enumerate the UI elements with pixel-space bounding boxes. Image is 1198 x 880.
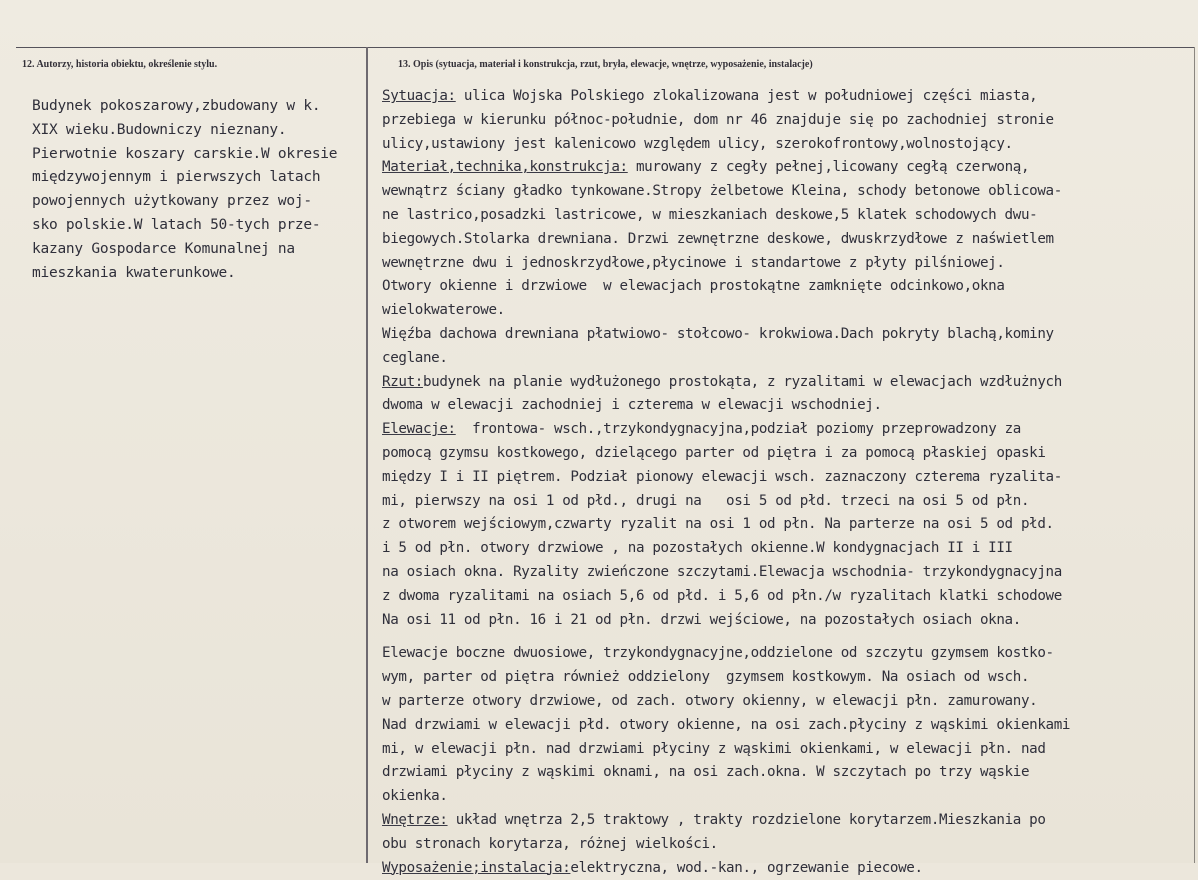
history-line: Pierwotnie koszary carskie.W okresie bbox=[32, 143, 362, 167]
boczne-line: wym, parter od piętra również oddzielony gzymsem kostkowym. Na osiach od wsch. bbox=[382, 666, 1194, 690]
boczne-line: w parterze otwory drzwiowe, od zach. otwory okienny, w elewacji płn. zamurowany. bbox=[382, 690, 1194, 714]
history-line: XIX wieku.Budowniczy nieznany. bbox=[32, 119, 362, 143]
history-line: międzywojennym i pierwszych latach bbox=[32, 166, 362, 190]
wnetrze-section bbox=[382, 809, 1194, 833]
boczne-line: drzwiami płyciny z wąskimi oknami, na osi zach.okna. W szczytach po trzy wąskie bbox=[382, 761, 1194, 785]
history-line: powojennych użytkowany przez woj- bbox=[32, 190, 362, 214]
material-line: biegowych.Stolarka drewniana. Drzwi zewnętrzne deskowe, dwuskrzydłowe z naświetlem bbox=[382, 228, 1194, 252]
rzut-line: dwoma w elewacji zachodniej i czterema w elewacji wschodniej. bbox=[382, 394, 1194, 418]
elewacje-line: z otworem wejściowym,czwarty ryzalit na osi 1 od płn. Na parterze na osi 5 od płd. bbox=[382, 513, 1194, 537]
boczne-line: okienka. bbox=[382, 785, 1194, 809]
wnetrze-line: obu stronach korytarza, różnej wielkości. bbox=[382, 833, 1194, 857]
history-line: Budynek pokoszarowy,zbudowany w k. bbox=[32, 95, 362, 119]
material-line: ne lastrico,posadzki lastricowe, w mieszkaniach deskowe,5 klatek schodowych dwu- bbox=[382, 204, 1194, 228]
rzut-text: budynek na planie wydłużonego prostokąta, z ryzalitami w elewacjach wzdłużnych bbox=[423, 374, 1062, 390]
material-line: wewnątrz ściany gładko tynkowane.Stropy żelbetowe Kleina, schody betonowe oblicowa- bbox=[382, 180, 1194, 204]
boczne-line: mi, w elewacji płn. nad drzwiami płyciny z wąskimi okienkami, w elewacji płn. nad bbox=[382, 738, 1194, 762]
elewacje-line: na osiach okna. Ryzality zwieńczone szczytami.Elewacja wschodnia- trzykondygnacyjna bbox=[382, 561, 1194, 585]
material-line: Więźba dachowa drewniana płatwiowo- stołcowo- krokwiowa.Dach pokryty blachą,kominy bbox=[382, 323, 1194, 347]
elewacje-section bbox=[382, 418, 1194, 442]
sytuacja-line: ulicy,ustawiony jest kalenicowo względem ulicy, szerokofrontowy,wolnostojący. bbox=[382, 133, 1194, 157]
material-label: Materiał,technika,konstrukcja: bbox=[382, 159, 628, 175]
material-line: Otwory okienne i drzwiowe w elewacjach prostokątne zamknięte odcinkowo,okna bbox=[382, 275, 1194, 299]
header-description: 13. Opis (sytuacja, materiał i konstrukcja, rzut, bryła, elewacje, wnętrze, wyposażenie, instalacje) bbox=[398, 59, 813, 70]
sytuacja-label: Sytuacja: bbox=[382, 88, 456, 104]
right-border-line bbox=[1194, 47, 1195, 863]
top-border-line bbox=[16, 47, 1194, 48]
elewacje-line: i 5 od płn. otwory drzwiowe , na pozostałych okienne.W kondygnacjach II i III bbox=[382, 537, 1194, 561]
wyposazenie-label: Wyposażenie;instalacja: bbox=[382, 860, 570, 876]
material-line: ceglane. bbox=[382, 347, 1194, 371]
description-column bbox=[382, 85, 1194, 880]
history-line: kazany Gospodarce Komunalnej na bbox=[32, 238, 362, 262]
history-column bbox=[32, 95, 362, 285]
material-section bbox=[382, 156, 1194, 180]
boczne-line: Elewacje boczne dwuosiowe, trzykondygnacyjne,oddzielone od szczytu gzymsem kostko- bbox=[382, 642, 1194, 666]
sytuacja-text: ulica Wojska Polskiego zlokalizowana jest w południowej części miasta, bbox=[456, 88, 1038, 104]
wnetrze-text: układ wnętrza 2,5 traktowy , trakty rozdzielone korytarzem.Mieszkania po bbox=[448, 812, 1046, 828]
rzut-section bbox=[382, 371, 1194, 395]
elewacje-line: pomocą gzymsu kostkowego, dzielącego parter od piętra i za pomocą płaskiej opaski bbox=[382, 442, 1194, 466]
elewacje-text: frontowa- wsch.,trzykondygnacyjna,podział poziomy przeprowadzony za bbox=[456, 421, 1021, 437]
material-line: wielokwaterowe. bbox=[382, 299, 1194, 323]
elewacje-line: mi, pierwszy na osi 1 od płd., drugi na osi 5 od płd. trzeci na osi 5 od płn. bbox=[382, 490, 1194, 514]
elewacje-line: Na osi 11 od płn. 16 i 21 od płn. drzwi wejściowe, na pozostałych osiach okna. bbox=[382, 609, 1194, 633]
boczne-line: Nad drzwiami w elewacji płd. otwory okienne, na osi zach.płyciny z wąskimi okienkami bbox=[382, 714, 1194, 738]
paragraph-gap bbox=[382, 632, 1194, 642]
history-line: sko polskie.W latach 50-tych prze- bbox=[32, 214, 362, 238]
history-line: mieszkania kwaterunkowe. bbox=[32, 262, 362, 286]
elewacje-label: Elewacje: bbox=[382, 421, 456, 437]
material-text: murowany z cegły pełnej,licowany cegłą czerwoną, bbox=[628, 159, 1029, 175]
wnetrze-label: Wnętrze: bbox=[382, 812, 448, 828]
header-authors-history-style: 12. Autorzy, historia obiektu, określenie stylu. bbox=[22, 59, 217, 70]
wyposazenie-text: elektryczna, wod.-kan., ogrzewanie piecowe. bbox=[570, 860, 922, 876]
material-line: wewnętrzne dwu i jednoskrzydłowe,płycinowe i standartowe z płyty pilśniowej. bbox=[382, 252, 1194, 276]
column-divider bbox=[366, 47, 368, 863]
elewacje-line: między I i II piętrem. Podział pionowy elewacji wsch. zaznaczony czterema ryzalita- bbox=[382, 466, 1194, 490]
sytuacja-section bbox=[382, 85, 1194, 109]
elewacje-line: z dwoma ryzalitami na osiach 5,6 od płd. i 5,6 od płn./w ryzalitach klatki schodowe bbox=[382, 585, 1194, 609]
wyposazenie-section bbox=[382, 857, 1194, 880]
sytuacja-line: przebiega w kierunku północ-południe, dom nr 46 znajduje się po zachodniej stronie bbox=[382, 109, 1194, 133]
rzut-label: Rzut: bbox=[382, 374, 423, 390]
